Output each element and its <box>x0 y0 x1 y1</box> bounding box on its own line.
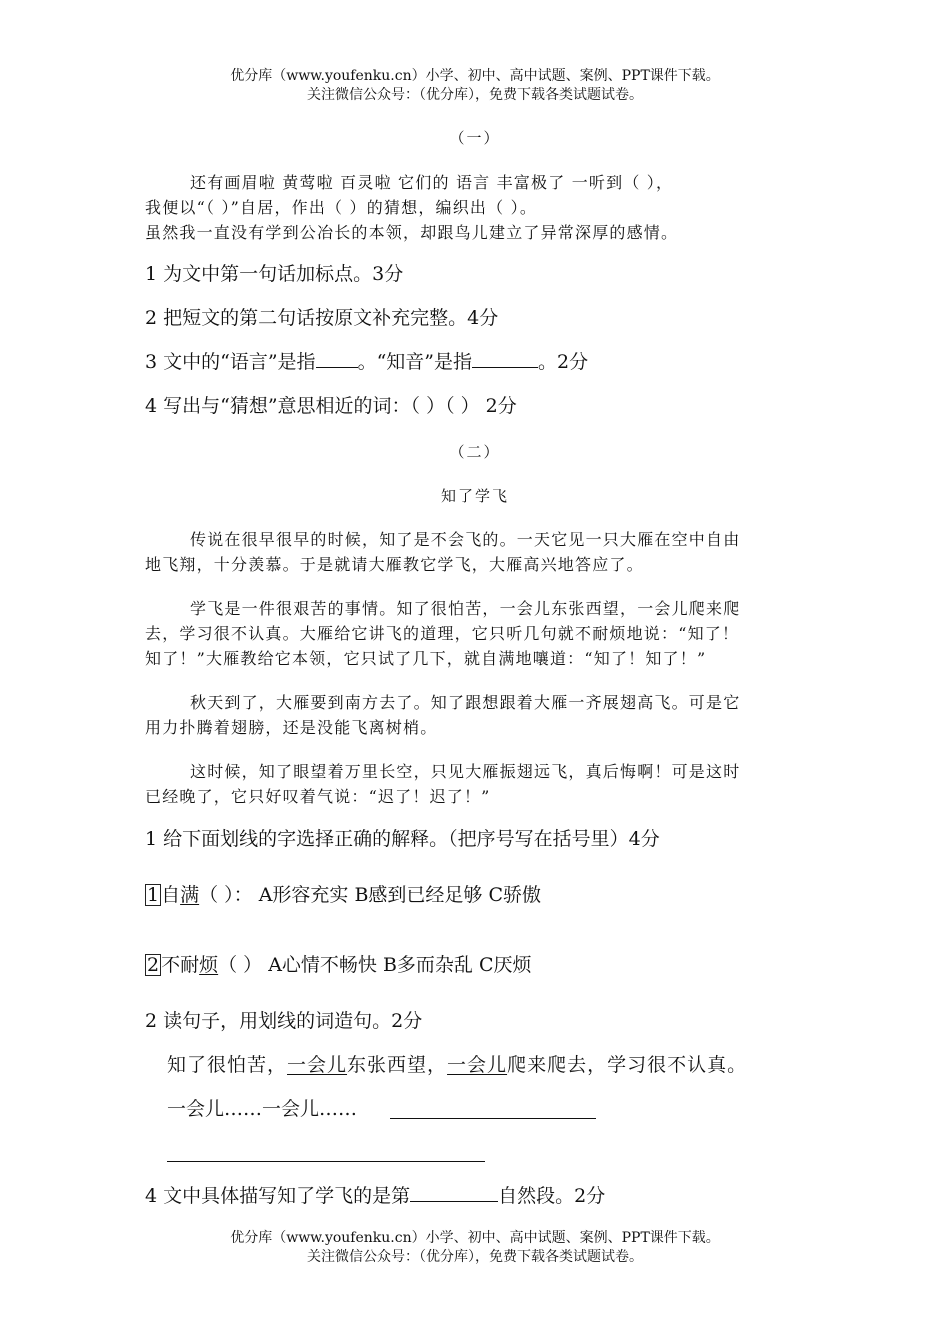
header-line-1: 优分库（www.youfenku.cn）小学、初中、高中试题、案例、PPT课件下载。 <box>230 68 720 84</box>
underlined-word: 一会儿 <box>447 1054 508 1076</box>
question-2-4 <box>145 1183 605 1209</box>
question-1-3-text-b: 。“知音”是指 <box>357 351 472 373</box>
answer-blank[interactable] <box>410 1183 498 1202</box>
section-title-1: （一） <box>449 129 501 147</box>
word-prefix: 不耐 <box>161 954 200 976</box>
passage1-line-3: 虽然我一直没有学到公冶长的本领，却跟鸟儿建立了异常深厚的感情。 <box>145 223 679 242</box>
sentence-part: 爬来爬去，学习很不认真。 <box>507 1054 748 1076</box>
sentence-part: 知了很怕苦， <box>167 1054 288 1076</box>
question-2-4-text-a: 4 文中具体描写知了学飞的是第 <box>145 1185 411 1207</box>
underlined-char: 烦 <box>199 954 219 976</box>
question-1-3-text-c: 。2分 <box>538 351 589 373</box>
passage1-line-2: 我便以“（ ）”自居，作出（ ）的猜想，编织出（ ）。 <box>145 198 538 217</box>
story-p2-line-2: 去，学习很不认真。大雁给它讲飞的道理，它只听几句就不耐烦地说：“知了！ <box>145 624 740 643</box>
word-prefix: 自 <box>161 884 181 906</box>
footer-line-1: 优分库（www.youfenku.cn）小学、初中、高中试题、案例、PPT课件下载。 <box>230 1230 720 1246</box>
header-line-2: 关注微信公众号：（优分库），免费下载各类试题试卷。 <box>307 87 643 103</box>
underlined-word: 一会儿 <box>287 1054 348 1076</box>
example-sentence <box>167 1052 747 1078</box>
underlined-char: 满 <box>180 884 200 906</box>
story-title: 知了学飞 <box>440 487 509 505</box>
passage1-line-1: 还有画眉啦 黄莺啦 百灵啦 它们的 语言 丰富极了 一听到（ ）， <box>190 173 674 192</box>
question-1-2: 2 把短文的第二句话按原文补充完整。4分 <box>145 307 499 329</box>
sentence-part: 东张西望， <box>347 1054 448 1076</box>
question-2-2: 2 读句子，用划线的词造句。2分 <box>145 1010 423 1032</box>
story-p4-line-1: 这时候，知了眼望着万里长空，只见大雁振翅远飞，真后悔啊！可是这时 <box>190 762 741 781</box>
question-1-3-text-a: 3 文中的“语言”是指 <box>145 351 316 373</box>
question-1-1: 1 为文中第一句话加标点。3分 <box>145 263 404 285</box>
story-p3-line-1: 秋天到了，大雁要到南方去了。知了跟想跟着大雁一齐展翅高飞。可是它 <box>190 693 741 712</box>
section-title-2: （二） <box>449 443 501 461</box>
answer-line[interactable] <box>390 1118 596 1119</box>
question-2-4-text-b: 自然段。2分 <box>498 1185 606 1207</box>
question-2-1-item-1 <box>145 882 541 908</box>
question-1-4: 4 写出与“猜想”意思相近的词：（ ）（ ） 2分 <box>145 395 517 417</box>
item-number-box: 2 <box>147 954 160 976</box>
answer-blank[interactable] <box>472 349 538 368</box>
story-p2-line-1: 学飞是一件很艰苦的事情。知了很怕苦，一会儿东张西望，一会儿爬来爬 <box>190 599 741 618</box>
story-p3-line-2: 用力扑腾着翅膀，还是没能飞离树梢。 <box>145 718 438 737</box>
story-p2-line-3: 知了！”大雁教给它本领，它只试了几下，就自满地嚷道：“知了！知了！” <box>145 649 707 668</box>
question-2-1: 1 给下面划线的字选择正确的解释。（把序号写在括号里）4分 <box>145 828 660 850</box>
footer-line-2: 关注微信公众号：（优分库），免费下载各类试题试卷。 <box>307 1249 643 1265</box>
question-1-3 <box>145 349 588 375</box>
choice-options[interactable]: （ ）： A形容充实 B感到已经足够 C骄傲 <box>199 884 542 906</box>
question-2-1-item-2 <box>145 952 532 978</box>
answer-line[interactable] <box>167 1161 485 1162</box>
story-p1-line-2: 地飞翔，十分羡慕。于是就请大雁教它学飞，大雁高兴地答应了。 <box>145 555 644 574</box>
sentence-prompt: 一会儿……一会儿…… <box>167 1098 358 1120</box>
item-number-box: 1 <box>147 884 160 906</box>
story-p1-line-1: 传说在很早很早的时候，知了是不会飞的。一天它见一只大雁在空中自由 <box>190 530 741 549</box>
answer-blank[interactable] <box>316 349 358 368</box>
story-p4-line-2: 已经晚了，它只好叹着气说：“迟了！迟了！” <box>145 787 491 806</box>
choice-options[interactable]: （ ） A心情不畅快 B多而杂乱 C厌烦 <box>218 954 532 976</box>
